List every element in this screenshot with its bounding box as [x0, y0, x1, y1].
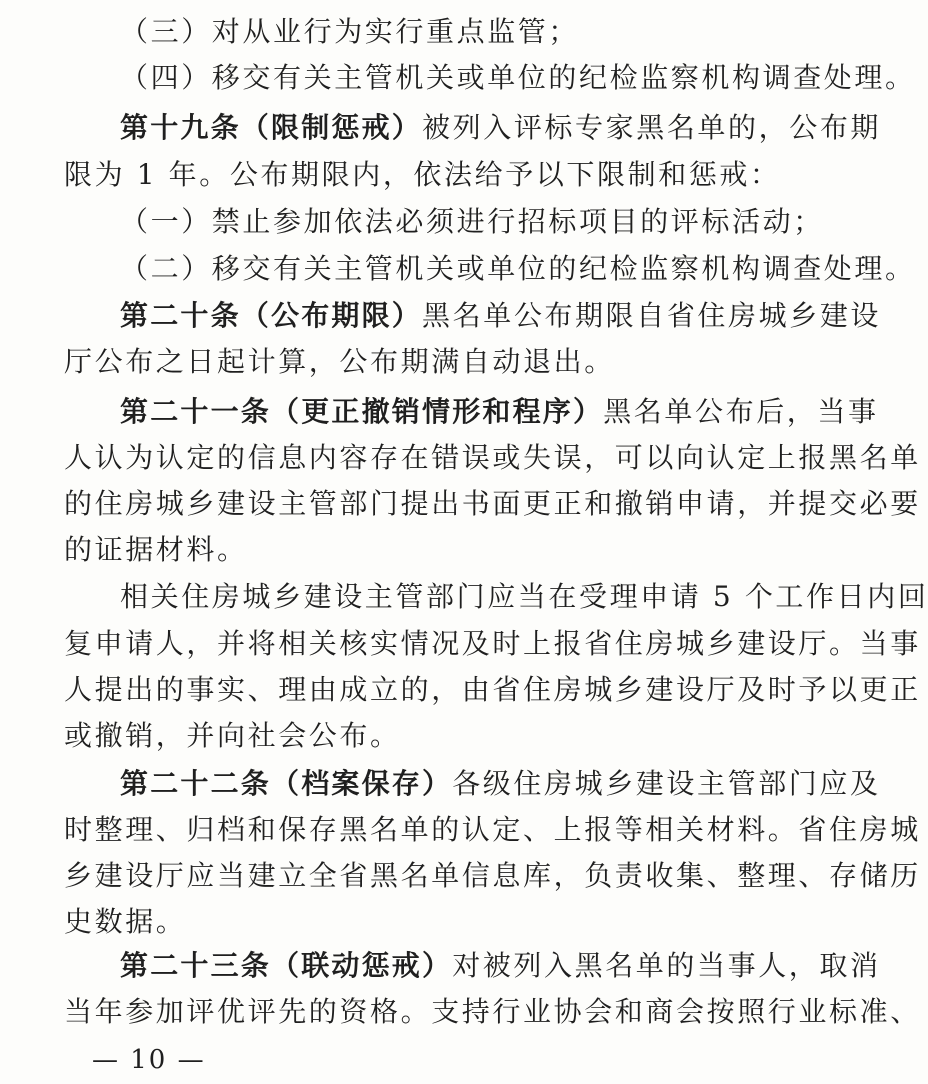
text-line	[120, 58, 916, 98]
line-text: 限为 1 年。公布期限内，依法给予以下限制和惩戒：	[64, 158, 781, 191]
article-heading: 第二十二条（档案保存）	[120, 767, 453, 800]
text-line	[64, 155, 781, 195]
line-text: 黑名单公布期限自省住房城乡建设	[422, 299, 882, 332]
article-line	[120, 946, 881, 986]
line-text: 史数据。	[64, 905, 187, 938]
text-line	[64, 856, 921, 896]
text-line	[120, 12, 579, 52]
line-text: 的证据材料。	[64, 533, 248, 566]
line-text: （一）禁止参加依法必须进行招标项目的评标活动；	[120, 205, 824, 238]
line-text: 被列入评标专家黑名单的，公布期	[422, 111, 882, 144]
text-line	[64, 670, 921, 710]
article-line	[120, 108, 881, 148]
text-line	[64, 484, 921, 524]
article-heading: 第十九条（限制惩戒）	[120, 111, 423, 144]
text-line	[64, 810, 921, 850]
line-text: （三）对从业行为实行重点监管；	[120, 15, 580, 48]
text-line	[64, 902, 186, 942]
line-text: 或撤销，并向社会公布。	[64, 719, 401, 752]
line-text: 相关住房城乡建设主管部门应当在受理申请 5 个工作日内回	[120, 580, 928, 613]
line-text: 对被列入黑名单的当事人，取消	[452, 949, 881, 982]
article-line	[120, 764, 881, 804]
text-line	[64, 342, 615, 382]
text-line	[120, 249, 916, 289]
line-text: 复申请人，并将相关核实情况及时上报省住房城乡建设厅。当事	[64, 627, 921, 660]
article-line	[120, 392, 879, 432]
text-line	[64, 530, 248, 570]
text-line	[64, 624, 921, 664]
page-number: — 10 —	[92, 1045, 206, 1075]
line-text: 各级住房城乡建设主管部门应及	[452, 767, 881, 800]
line-text: （二）移交有关主管机关或单位的纪检监察机构调查处理。	[120, 252, 916, 285]
article-heading: 第二十条（公布期限）	[120, 299, 423, 332]
article-line	[120, 296, 881, 336]
text-line	[120, 577, 928, 617]
article-heading: 第二十三条（联动惩戒）	[120, 949, 453, 982]
line-text: 人认为认定的信息内容存在错误或失误，可以向认定上报黑名单	[64, 441, 921, 474]
line-text: 乡建设厅应当建立全省黑名单信息库，负责收集、整理、存储历	[64, 859, 921, 892]
line-text: 黑名单公布后，当事	[603, 395, 879, 428]
text-line	[64, 438, 921, 478]
text-line	[64, 716, 401, 756]
line-text: 厅公布之日起计算，公布期满自动退出。	[64, 345, 615, 378]
text-line	[64, 992, 921, 1032]
line-text: 的住房城乡建设主管部门提出书面更正和撤销申请，并提交必要	[64, 487, 921, 520]
line-text: 人提出的事实、理由成立的，由省住房城乡建设厅及时予以更正	[64, 673, 921, 706]
article-heading: 第二十一条（更正撤销情形和程序）	[120, 395, 604, 428]
line-text: 时整理、归档和保存黑名单的认定、上报等相关材料。省住房城	[64, 813, 921, 846]
line-text: 当年参加评优评先的资格。支持行业协会和商会按照行业标准、	[64, 995, 921, 1028]
text-line	[120, 202, 824, 242]
line-text: （四）移交有关主管机关或单位的纪检监察机构调查处理。	[120, 61, 916, 94]
